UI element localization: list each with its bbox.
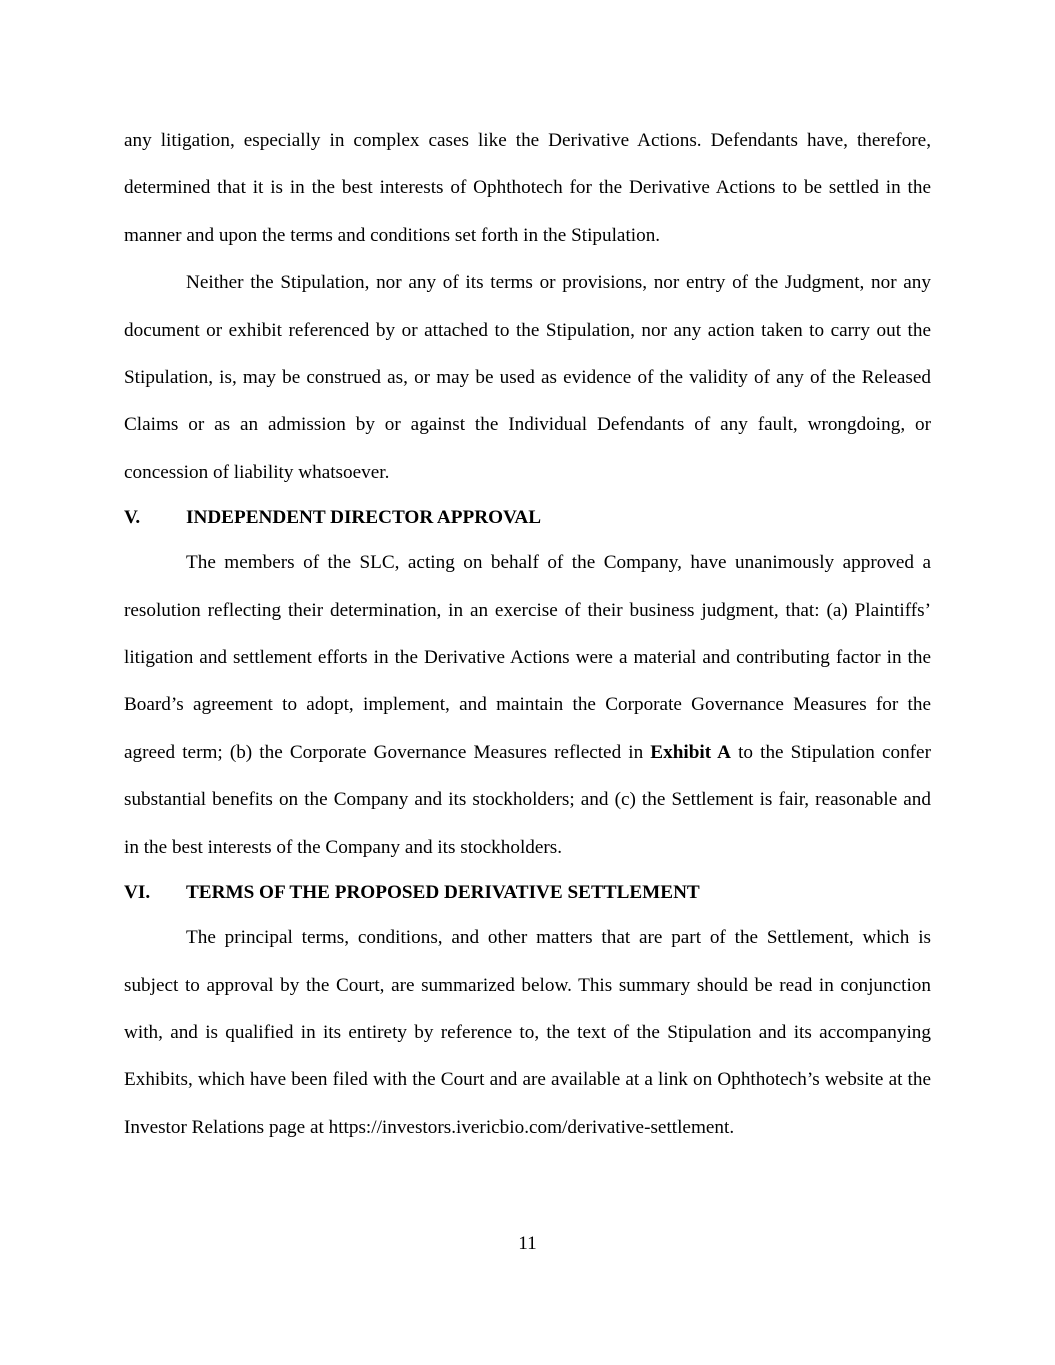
- section-v-text-part1: The members of the SLC, acting on behalf of the Company, have unanimously approved a resolution reflecting their determination, in an exercise of their business judgment, that: (a) Plaintiffs’ litigation and settlement efforts in the Derivative Actions were a material and contributing factor in the Board’s agreement to adopt, implement, and maintain the Corporate Governance Measures for the agreed term; (b) the Corporate Governance Measures reflected in: [124, 552, 931, 763]
- page-number: 11: [518, 1233, 537, 1254]
- section-v-number: V.: [124, 507, 141, 529]
- section-vi-number: VI.: [124, 882, 151, 904]
- exhibit-a-reference: Exhibit A: [650, 741, 731, 763]
- section-v-title: INDEPENDENT DIRECTOR APPROVAL: [186, 507, 542, 529]
- paragraph-neither: Neither the Stipulation, nor any of its terms or provisions, nor entry of the Judgment, nor any document or exhibit referenced by or attached to the Stipulation, nor any action taken to carry out the Stipulation, is, may be construed as, or may be used as evidence of the validity of any of the Released Claims or as an admission by or against the Individual Defendants of any fault, wrongdoing, or concession of liability whatsoever.: [124, 272, 931, 483]
- paragraph-independent-director-approval: [124, 539, 931, 871]
- section-v-heading: [124, 497, 931, 539]
- document-body: [124, 117, 931, 1151]
- paragraph-continuation: any litigation, especially in complex cases like the Derivative Actions. Defendants have, therefore, determined that it is in the best interests of Ophthotech for the Derivative Actions to be settled in the manner and upon the terms and conditions set forth in the Stipulation.: [124, 130, 931, 246]
- section-vi-title: TERMS OF THE PROPOSED DERIVATIVE SETTLEMENT: [186, 882, 700, 904]
- paragraph-settlement-terms: The principal terms, conditions, and other matters that are part of the Settlement, which is subject to approval by the Court, are summarized below. This summary should be read in conjunction with, and is qualified in its entirety by reference to, the text of the Stipulation and its accompanying Exhibits, which have been filed with the Court and are available at a link on Ophthotech’s website at the Investor Relations page at https://investors.ivericbio.com/derivative-settlement.: [124, 927, 931, 1138]
- section-vi-heading: [124, 872, 931, 914]
- section-v-text-part2: to the Stipulation confer substantial benefits on the Company and its stockholders; and (c) the Settlement is fair, reasonable and in the best interests of the Company and its stockholders.: [124, 741, 931, 858]
